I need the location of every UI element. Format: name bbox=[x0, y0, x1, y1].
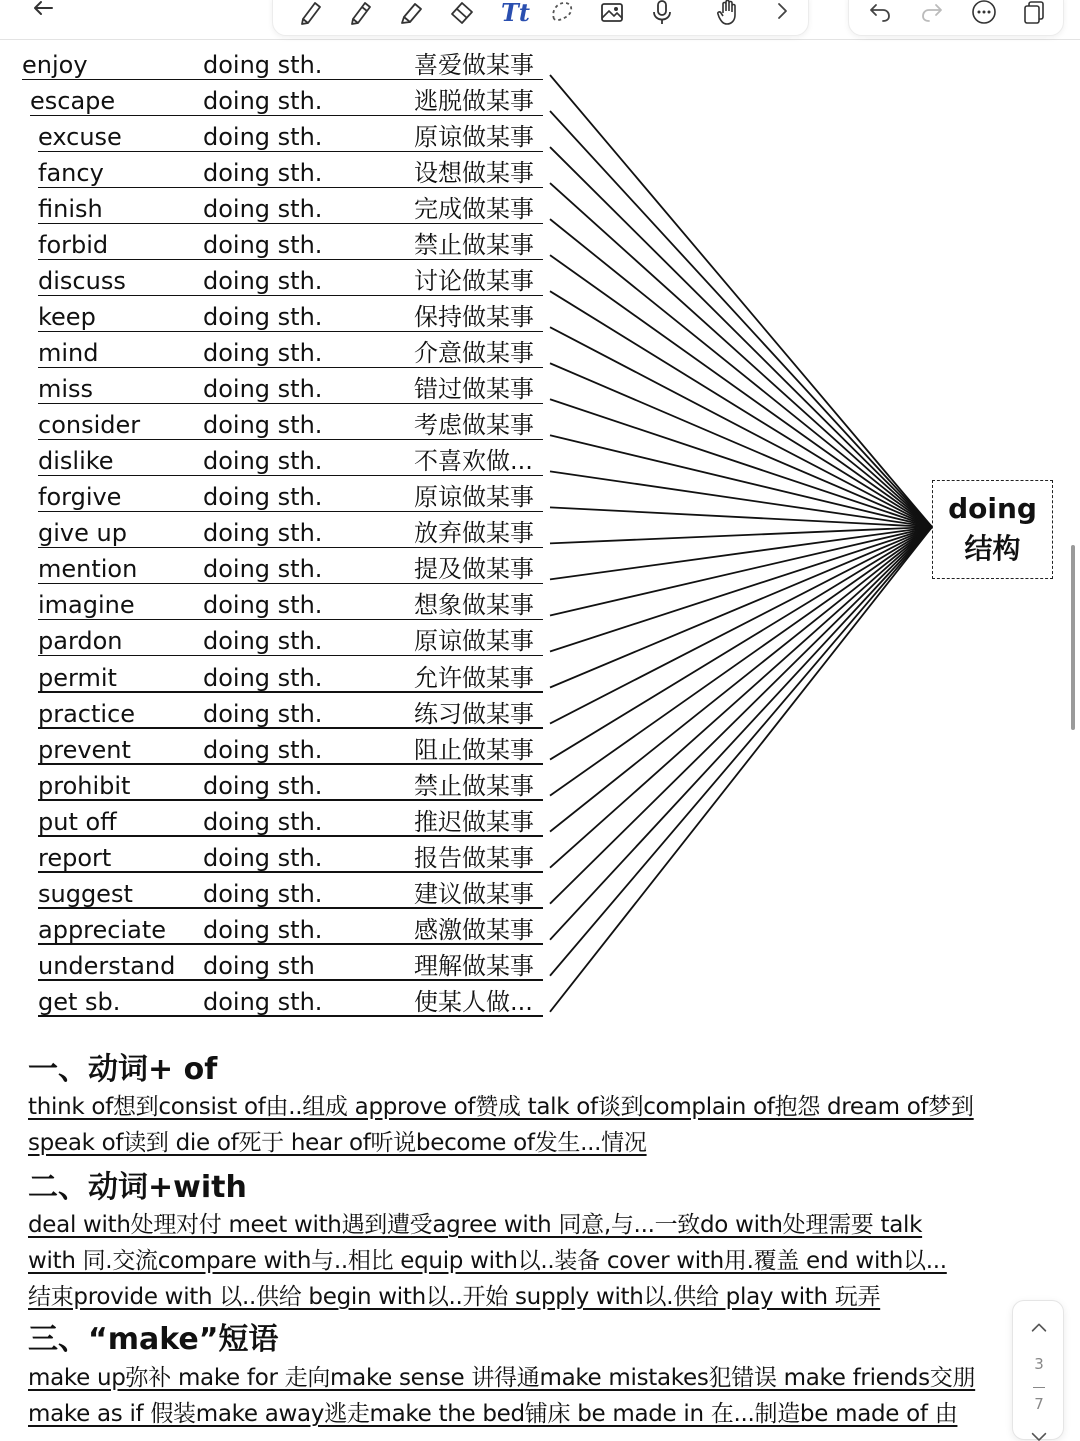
verb-row bbox=[0, 985, 560, 1019]
page-navigator bbox=[1012, 1300, 1064, 1440]
verb-row bbox=[0, 372, 560, 406]
verb-row bbox=[0, 841, 560, 875]
object-text: doing sth. bbox=[203, 627, 323, 656]
current-page-number: 3 bbox=[1034, 1355, 1044, 1373]
section-line: make up弥补 make for 走向make sense 讲得通make mistakes犯错误 make friends交朋 bbox=[28, 1365, 976, 1391]
object-text: doing sth. bbox=[203, 375, 323, 404]
connector-line bbox=[550, 527, 932, 543]
verb-text: put off bbox=[38, 807, 117, 836]
verb-text: imagine bbox=[38, 591, 135, 620]
object-text: doing sth. bbox=[203, 447, 323, 476]
verb-text: permit bbox=[38, 663, 117, 692]
verb-row bbox=[0, 805, 560, 839]
section-title-make-phrases: 三、“make”短语 bbox=[28, 1322, 279, 1357]
verb-row bbox=[0, 84, 560, 118]
chevron-right-icon[interactable] bbox=[765, 0, 799, 27]
verb-text: get sb. bbox=[38, 987, 121, 1016]
back-arrow-icon[interactable] bbox=[24, 0, 62, 30]
section-title-verb-with: 二、动词+with bbox=[28, 1170, 247, 1205]
connector-line bbox=[550, 255, 932, 527]
connector-line bbox=[550, 527, 932, 976]
verb-row bbox=[0, 408, 560, 442]
chinese-meaning: 设想做某事 bbox=[414, 159, 534, 188]
verb-text: report bbox=[38, 843, 112, 872]
verb-row bbox=[0, 661, 560, 695]
chinese-meaning: 允许做某事 bbox=[414, 663, 534, 692]
chinese-meaning: 推迟做某事 bbox=[414, 807, 534, 836]
chinese-meaning: 错过做某事 bbox=[414, 375, 534, 404]
section-title-verb-of: 一、动词+ of bbox=[28, 1052, 218, 1087]
connector-line bbox=[550, 183, 932, 527]
object-text: doing sth. bbox=[203, 267, 323, 296]
verb-text: mention bbox=[38, 555, 138, 584]
chinese-meaning: 原谅做某事 bbox=[414, 123, 534, 152]
chinese-meaning: 想象做某事 bbox=[414, 591, 534, 620]
vertical-scrollbar[interactable] bbox=[1071, 545, 1075, 730]
verb-text: understand bbox=[38, 951, 176, 980]
verb-text: mind bbox=[38, 339, 99, 368]
section-line: deal with处理对付 meet with遇到遭受agree with 同意,与...一致do with处理需要 talk bbox=[28, 1212, 923, 1238]
object-text: doing sth. bbox=[203, 519, 323, 548]
connector-line bbox=[550, 111, 932, 527]
chinese-meaning: 考虑做某事 bbox=[414, 411, 534, 440]
verb-row bbox=[0, 769, 560, 803]
chinese-meaning: 原谅做某事 bbox=[414, 483, 534, 512]
verb-text: discuss bbox=[38, 267, 126, 296]
object-text: doing sth. bbox=[203, 483, 323, 512]
verb-text: give up bbox=[38, 519, 127, 548]
connector-line bbox=[550, 527, 932, 724]
chinese-meaning: 逃脱做某事 bbox=[414, 87, 534, 116]
verb-row bbox=[0, 336, 560, 370]
connector-line bbox=[550, 527, 932, 579]
page-separator bbox=[1033, 1387, 1045, 1388]
undo-icon[interactable] bbox=[863, 0, 897, 27]
chinese-meaning: 原谅做某事 bbox=[414, 627, 534, 656]
section-line: think of想到consist of由..组成 approve of赞成 talk of谈到complain of抱怨 dream of梦到 bbox=[28, 1094, 974, 1120]
connector-line bbox=[550, 363, 932, 527]
object-text: doing sth. bbox=[203, 231, 323, 260]
verb-row bbox=[0, 913, 560, 947]
object-text: doing sth. bbox=[203, 663, 323, 692]
connector-line bbox=[550, 527, 932, 796]
verb-row bbox=[0, 120, 560, 154]
chinese-meaning: 练习做某事 bbox=[414, 699, 534, 728]
object-text: doing sth. bbox=[203, 339, 323, 368]
object-text: doing sth. bbox=[203, 303, 323, 332]
verb-row bbox=[0, 300, 560, 334]
chinese-meaning: 禁止做某事 bbox=[414, 771, 534, 800]
verb-row bbox=[0, 48, 560, 82]
section-line: speak of读到 die of死于 hear of听说become of发生...情况 bbox=[28, 1130, 647, 1156]
connector-line bbox=[550, 527, 932, 940]
object-text: doing sth. bbox=[203, 915, 323, 944]
verb-text: enjoy bbox=[22, 51, 88, 79]
image-icon[interactable] bbox=[595, 0, 629, 27]
chinese-meaning: 提及做某事 bbox=[414, 555, 534, 584]
object-text: doing sth. bbox=[203, 699, 323, 728]
verb-row bbox=[0, 264, 560, 298]
connector-line bbox=[550, 291, 932, 527]
verb-text: finish bbox=[38, 195, 103, 224]
verb-row bbox=[0, 552, 560, 586]
connector-line bbox=[550, 527, 932, 904]
chinese-meaning: 放弃做某事 bbox=[414, 519, 534, 548]
verb-text: escape bbox=[30, 87, 116, 116]
verb-row bbox=[0, 624, 560, 658]
object-text: doing sth. bbox=[203, 195, 323, 224]
verb-row bbox=[0, 588, 560, 622]
chinese-meaning: 禁止做某事 bbox=[414, 231, 534, 260]
object-text: doing sth. bbox=[203, 159, 323, 188]
verb-row bbox=[0, 516, 560, 550]
pen-alt-icon[interactable] bbox=[345, 0, 379, 27]
chinese-meaning: 理解做某事 bbox=[414, 951, 534, 980]
section-line: with 同.交流compare with与..相比 equip with以..装备 cover with用.覆盖 end with以... bbox=[28, 1248, 947, 1274]
chinese-meaning: 使某人做... bbox=[414, 987, 533, 1016]
doing-structure-box bbox=[932, 480, 1053, 579]
section-line: make as if 假装make away逃走make the bed铺床 be made in 在...制造be made of 由 bbox=[28, 1401, 958, 1427]
microphone-icon[interactable] bbox=[645, 0, 679, 27]
chinese-meaning: 不喜欢做... bbox=[414, 447, 533, 476]
doing-box-line2: 结构 bbox=[964, 532, 1021, 565]
pages-icon[interactable] bbox=[1017, 0, 1051, 27]
section-line: 结束provide with 以..供给 begin with以..开始 supply with以.供给 play with 玩弄 bbox=[28, 1284, 881, 1310]
connector-line bbox=[550, 471, 932, 527]
verb-text: consider bbox=[38, 411, 141, 440]
eraser-icon[interactable] bbox=[445, 0, 479, 27]
object-text: doing sth. bbox=[203, 771, 323, 800]
verb-text: excuse bbox=[38, 123, 122, 152]
connector-line bbox=[550, 527, 932, 760]
verb-row bbox=[0, 877, 560, 911]
chinese-meaning: 阻止做某事 bbox=[414, 735, 534, 764]
page-down-chevron-icon[interactable] bbox=[1025, 1419, 1053, 1441]
object-text: doing sth. bbox=[203, 807, 323, 836]
connector-line bbox=[550, 507, 932, 527]
verb-text: practice bbox=[38, 699, 136, 728]
object-text: doing sth. bbox=[203, 555, 323, 584]
object-text: doing sth bbox=[203, 951, 315, 980]
connector-line bbox=[550, 435, 932, 527]
chinese-meaning: 喜爱做某事 bbox=[414, 51, 534, 79]
more-icon[interactable] bbox=[967, 0, 1001, 27]
verb-row bbox=[0, 480, 560, 514]
connector-line bbox=[550, 527, 932, 615]
drawing-tools-group bbox=[272, 0, 809, 36]
chinese-meaning: 介意做某事 bbox=[414, 339, 534, 368]
connector-line bbox=[550, 219, 932, 527]
verb-text: suggest bbox=[38, 879, 133, 908]
connector-line bbox=[550, 75, 932, 527]
connector-line bbox=[550, 527, 932, 1012]
object-text: doing sth. bbox=[203, 735, 323, 764]
object-text: doing sth. bbox=[203, 123, 323, 152]
connector-line bbox=[550, 527, 932, 688]
object-text: doing sth. bbox=[203, 987, 323, 1016]
object-text: doing sth. bbox=[203, 87, 323, 116]
connector-line bbox=[550, 399, 932, 527]
verb-row bbox=[0, 192, 560, 226]
verb-text: pardon bbox=[38, 627, 123, 656]
object-text: doing sth. bbox=[203, 879, 323, 908]
edit-actions-group bbox=[848, 0, 1064, 36]
verb-row bbox=[0, 156, 560, 190]
svg-text:Tt: Tt bbox=[501, 0, 530, 27]
verb-text: appreciate bbox=[38, 915, 167, 944]
verb-row bbox=[0, 444, 560, 478]
page-up-chevron-icon[interactable] bbox=[1025, 1315, 1053, 1341]
verb-text: prevent bbox=[38, 735, 131, 764]
connector-line bbox=[550, 527, 932, 832]
doing-box-line1: doing bbox=[948, 492, 1037, 525]
verb-text: dislike bbox=[38, 447, 114, 476]
hand-icon[interactable] bbox=[711, 0, 745, 27]
total-page-number: 7 bbox=[1034, 1395, 1044, 1413]
verb-row bbox=[0, 949, 560, 983]
verb-row bbox=[0, 697, 560, 731]
verb-row bbox=[0, 228, 560, 262]
chinese-meaning: 建议做某事 bbox=[414, 879, 534, 908]
verb-row bbox=[0, 733, 560, 767]
chinese-meaning: 保持做某事 bbox=[414, 303, 534, 332]
verb-text: forbid bbox=[38, 231, 109, 260]
chinese-meaning: 讨论做某事 bbox=[414, 267, 534, 296]
pen-icon[interactable] bbox=[295, 0, 329, 27]
connector-line bbox=[550, 327, 932, 527]
connector-line bbox=[550, 527, 932, 651]
verb-text: prohibit bbox=[38, 771, 131, 800]
object-text: doing sth. bbox=[203, 411, 323, 440]
verb-text: fancy bbox=[38, 159, 104, 188]
connector-line bbox=[550, 147, 932, 527]
text-tool-icon[interactable] bbox=[495, 0, 529, 27]
redo-icon[interactable] bbox=[915, 0, 949, 27]
connector-line bbox=[550, 527, 932, 868]
object-text: doing sth. bbox=[203, 591, 323, 620]
chinese-meaning: 感激做某事 bbox=[414, 915, 534, 944]
verb-text: miss bbox=[38, 375, 94, 404]
object-text: doing sth. bbox=[203, 843, 323, 872]
highlighter-icon[interactable] bbox=[395, 0, 429, 27]
top-toolbar bbox=[0, 0, 1080, 40]
verb-text: keep bbox=[38, 303, 96, 332]
lasso-icon[interactable] bbox=[545, 0, 579, 27]
object-text: doing sth. bbox=[203, 51, 323, 79]
chinese-meaning: 报告做某事 bbox=[414, 843, 534, 872]
chinese-meaning: 完成做某事 bbox=[414, 195, 534, 224]
verb-text: forgive bbox=[38, 483, 122, 512]
